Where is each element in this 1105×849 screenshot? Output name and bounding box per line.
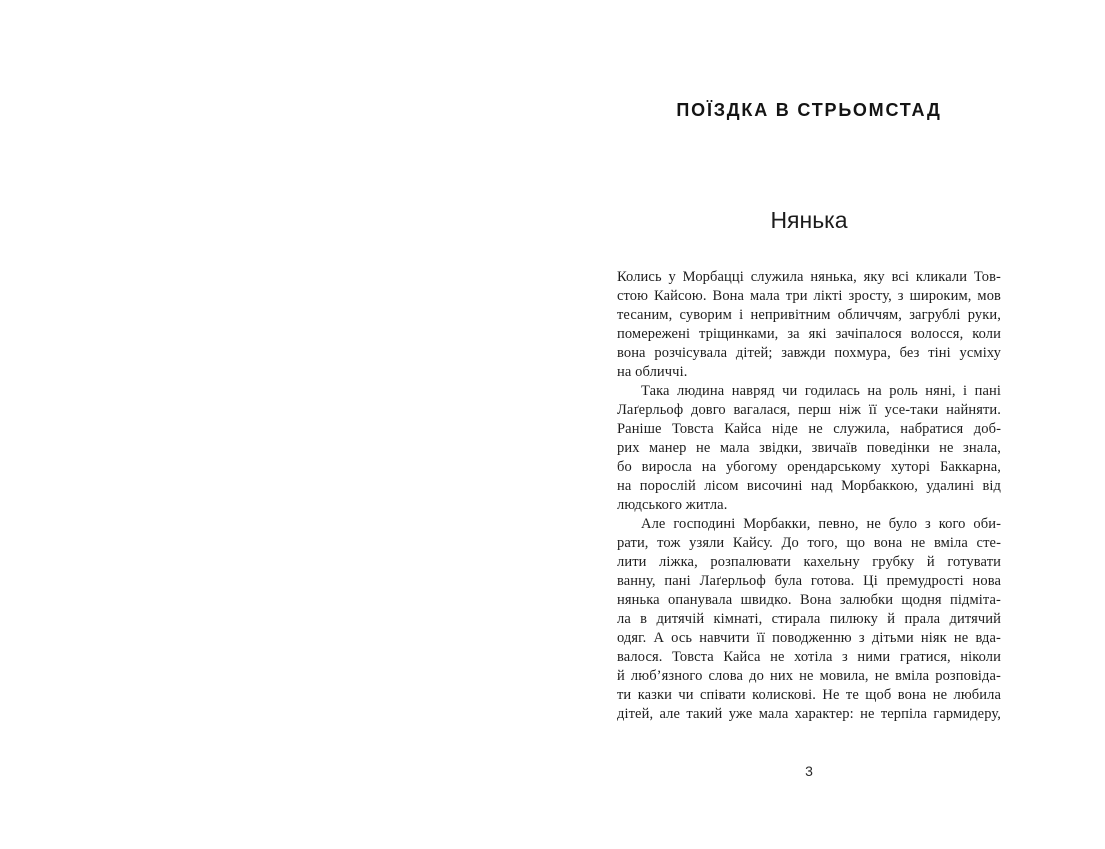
body-line: стою Кайсою. Вона мала три лікті зросту, з широким, мов xyxy=(617,288,1001,304)
body-line: рих манер не мала звідки, звичаїв поведінки не знала, xyxy=(617,440,1001,456)
body-line: рати, тож узяли Кайсу. До того, що вона не вміла сте- xyxy=(617,535,1001,551)
text-column xyxy=(617,0,1001,849)
body-line: ти казки чи співати колискові. Не те щоб вона не любила xyxy=(617,687,1001,703)
body-line: лити ліжка, розпалювати кахельну грубку й готувати xyxy=(617,554,1001,570)
body-line: на обличчі. xyxy=(617,364,688,380)
running-head: ПОЇЗДКА В СТРЬОМСТАД xyxy=(676,100,942,120)
body-line: й люб’язного слова до них не мовила, не вміла розповіда- xyxy=(617,668,1001,684)
body-line: Колись у Морбацці служила нянька, яку всі кликали Тов- xyxy=(617,269,1001,285)
body-line: ла в дитячій кімнаті, стирала пилюку й прала дитячий xyxy=(617,611,1001,627)
body-line: тесаним, суворим і непривітним обличчям, загрублі руки, xyxy=(617,307,1001,323)
body-line: дітей, але такий уже мала характер: не терпіла гармидеру, xyxy=(617,706,1001,722)
body-line: бо виросла на убогому орендарському хуторі Баккарна, xyxy=(617,459,1001,475)
body-line: вона розчісувала дітей; завжди похмура, без тіні усміху xyxy=(617,345,1001,361)
page-number: 3 xyxy=(805,763,813,779)
body-text xyxy=(617,268,1001,724)
body-line: на порослій лісом височині над Морбаккою, удалині від xyxy=(617,478,1001,494)
body-line: помережені тріщинками, за які зачіпалося волосся, коли xyxy=(617,326,1001,342)
body-line: Така людина навряд чи годилась на роль няні, і пані xyxy=(641,383,1001,399)
body-line: ванну, пані Лаґерльоф була готова. Ці премудрості нова xyxy=(617,573,1001,589)
body-line: валося. Товста Кайса не хотіла з ними гратися, ніколи xyxy=(617,649,1001,665)
body-line: Раніше Товста Кайса ніде не служила, набратися доб- xyxy=(617,421,1001,437)
body-line: Лаґерльоф довго вагалася, перш ніж її усе-таки найняти. xyxy=(617,402,1001,418)
body-line: одяг. А ось навчити її поводженню з дітьми ніяк не вда- xyxy=(617,630,1001,646)
body-line: Але господині Морбакки, певно, не було з кого оби- xyxy=(641,516,1001,532)
chapter-title: Нянька xyxy=(770,207,848,233)
body-line: нянька опанувала швидко. Вона залюбки щодня підміта- xyxy=(617,592,1001,608)
body-line: людського житла. xyxy=(617,497,728,513)
